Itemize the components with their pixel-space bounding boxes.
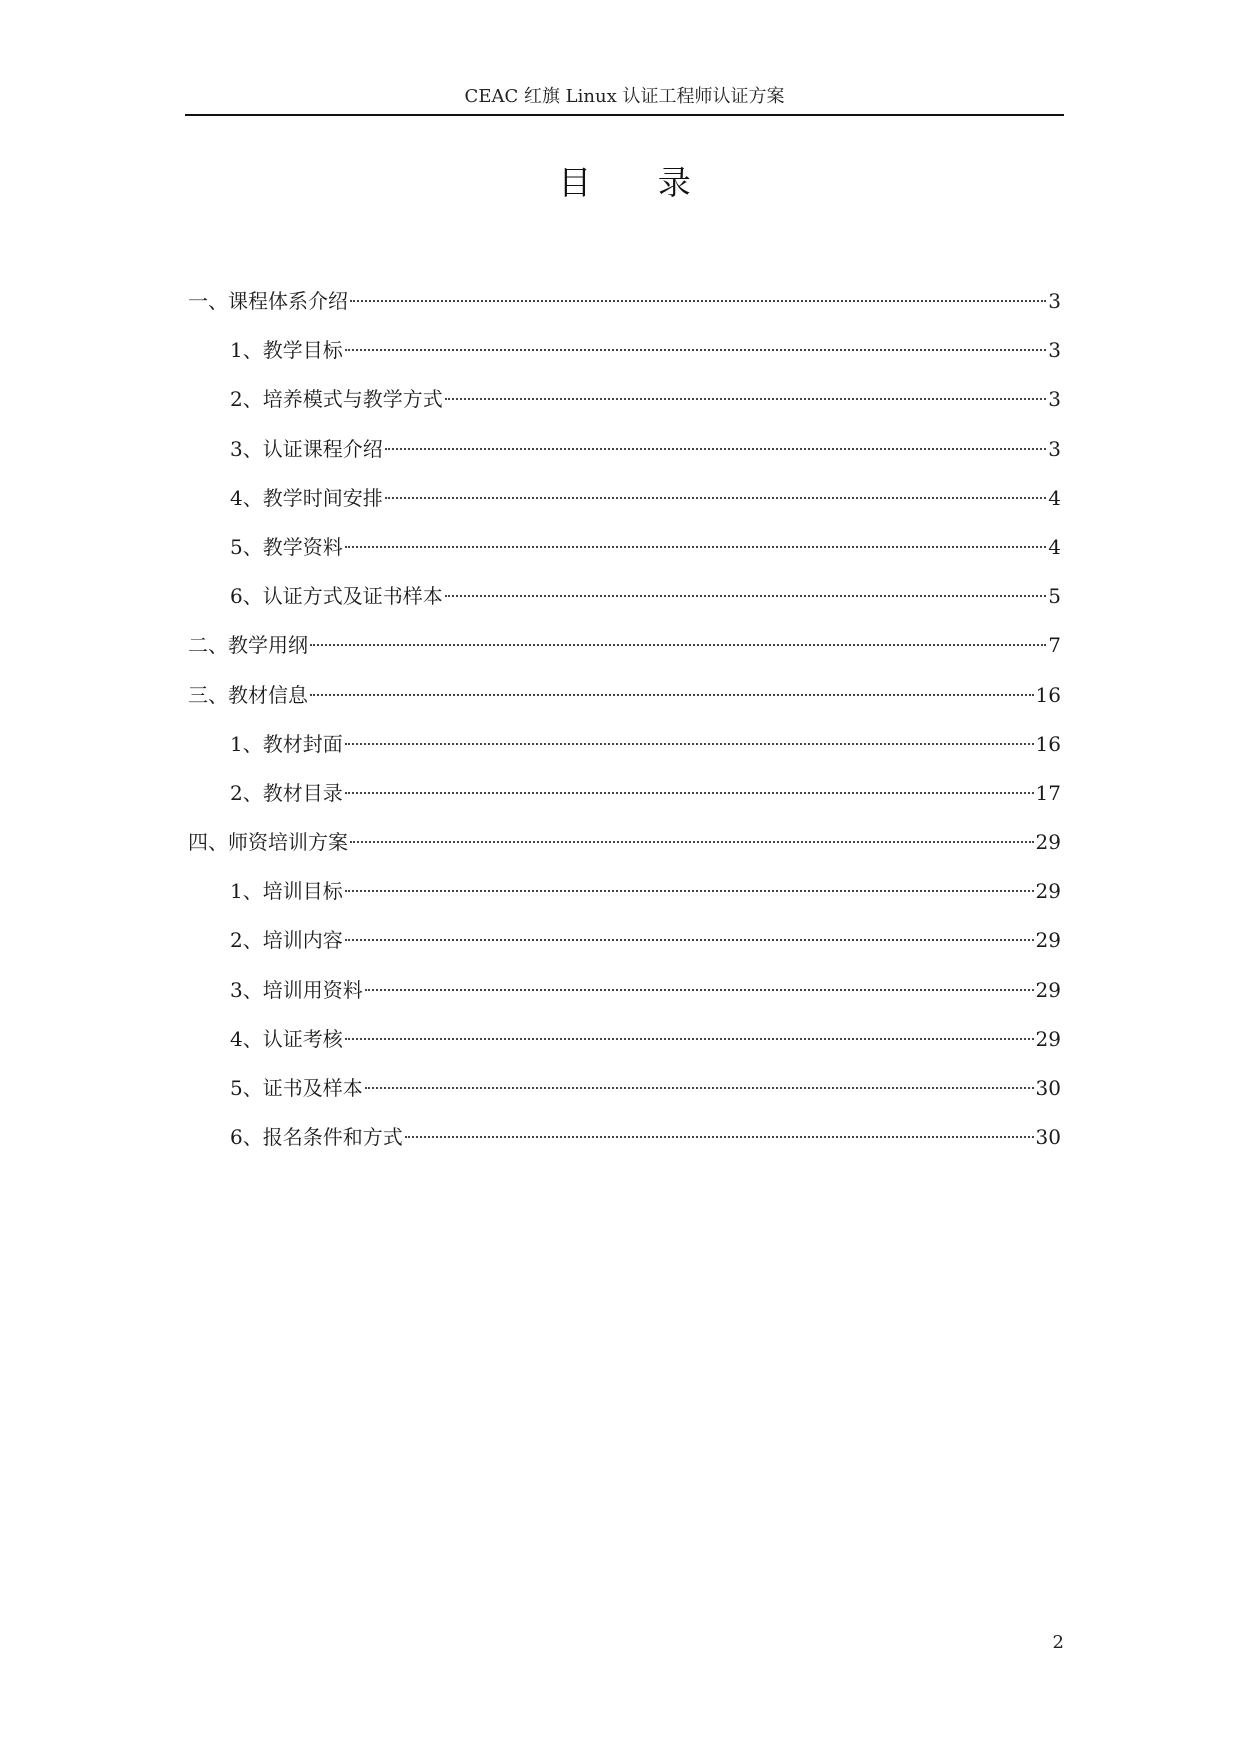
toc-entry-page: 16 [1035, 731, 1061, 756]
toc-entry-label: 3、认证课程介绍 [230, 436, 383, 461]
toc-entry-page: 29 [1035, 879, 1061, 904]
toc-entry-page: 3 [1048, 338, 1061, 363]
toc-dot-leader [345, 1038, 1034, 1040]
toc-entry-page: 3 [1048, 436, 1061, 461]
toc-entry[interactable] [188, 286, 1061, 335]
toc-entry-label: 3、培训用资料 [230, 977, 363, 1002]
toc-entry-label: 5、教学资料 [230, 534, 343, 559]
toc-dot-leader [445, 398, 1047, 400]
toc-entry-label: 一、课程体系介绍 [188, 289, 348, 313]
toc-entry-page: 4 [1048, 485, 1061, 510]
toc-entry-label: 2、培训内容 [230, 928, 343, 953]
toc-entry-page: 30 [1035, 1076, 1061, 1100]
toc-entry-label: 6、报名条件和方式 [230, 1125, 403, 1150]
toc-dot-leader [345, 743, 1034, 745]
running-header: CEAC 红旗 Linux 认证工程师认证方案 [464, 86, 785, 107]
toc-entry-label: 4、教学时间安排 [230, 485, 383, 510]
toc-entry-label: 2、培养模式与教学方式 [230, 387, 443, 412]
toc-entry-label: 5、证书及样本 [230, 1076, 363, 1100]
toc-entry-label: 1、教材封面 [230, 731, 343, 756]
toc-entry[interactable] [188, 975, 1061, 1024]
toc-entry[interactable] [188, 680, 1061, 729]
toc-entry-label: 四、师资培训方案 [188, 830, 348, 855]
toc-entry-page: 29 [1035, 928, 1061, 953]
toc-dot-leader [350, 300, 1046, 302]
toc-entry[interactable] [188, 925, 1061, 974]
toc-dot-leader [365, 989, 1034, 991]
toc-entry-label: 二、教学用纲 [188, 633, 308, 658]
toc-entry-page: 17 [1035, 780, 1061, 805]
toc-entry-label: 4、认证考核 [230, 1026, 343, 1051]
toc-entry[interactable] [188, 434, 1061, 483]
toc-entry-page: 30 [1035, 1125, 1061, 1150]
toc-entry[interactable] [188, 630, 1061, 679]
toc-entry-label: 1、培训目标 [230, 879, 343, 904]
toc-entry[interactable] [188, 1073, 1061, 1122]
toc-entry[interactable] [188, 335, 1061, 384]
page-title: 目 录 [558, 163, 719, 202]
toc-dot-leader [345, 890, 1034, 892]
header-rule [185, 114, 1064, 116]
toc-entry[interactable] [188, 1122, 1061, 1171]
toc-entry-label: 2、教材目录 [230, 780, 343, 805]
toc-dot-leader [345, 546, 1047, 548]
toc-entry-page: 29 [1035, 830, 1061, 855]
table-of-contents [188, 286, 1061, 1171]
toc-entry-page: 4 [1048, 534, 1061, 559]
toc-entry[interactable] [188, 384, 1061, 433]
toc-entry-page: 7 [1048, 633, 1061, 658]
toc-dot-leader [310, 644, 1046, 646]
toc-dot-leader [345, 939, 1034, 941]
toc-dot-leader [385, 497, 1047, 499]
toc-entry-page: 3 [1048, 289, 1061, 313]
toc-entry[interactable] [188, 483, 1061, 532]
toc-dot-leader [405, 1136, 1034, 1138]
toc-entry-page: 29 [1035, 1026, 1061, 1051]
toc-dot-leader [350, 841, 1034, 843]
toc-entry-label: 三、教材信息 [188, 682, 308, 707]
toc-dot-leader [365, 1087, 1034, 1089]
toc-entry[interactable] [188, 581, 1061, 630]
toc-entry[interactable] [188, 729, 1061, 778]
toc-entry-page: 29 [1035, 977, 1061, 1002]
toc-entry[interactable] [188, 876, 1061, 925]
toc-dot-leader [345, 792, 1034, 794]
toc-entry-page: 3 [1048, 387, 1061, 412]
page-number: 2 [1052, 1632, 1064, 1653]
toc-dot-leader [385, 448, 1047, 450]
toc-entry[interactable] [188, 778, 1061, 827]
toc-entry-label: 1、教学目标 [230, 338, 343, 363]
toc-entry-page: 16 [1035, 682, 1061, 707]
toc-dot-leader [345, 349, 1047, 351]
toc-dot-leader [445, 595, 1047, 597]
toc-entry[interactable] [188, 827, 1061, 876]
toc-dot-leader [310, 694, 1034, 696]
toc-entry[interactable] [188, 532, 1061, 581]
toc-entry-label: 6、认证方式及证书样本 [230, 584, 443, 609]
toc-entry[interactable] [188, 1024, 1061, 1073]
toc-entry-page: 5 [1048, 584, 1061, 609]
